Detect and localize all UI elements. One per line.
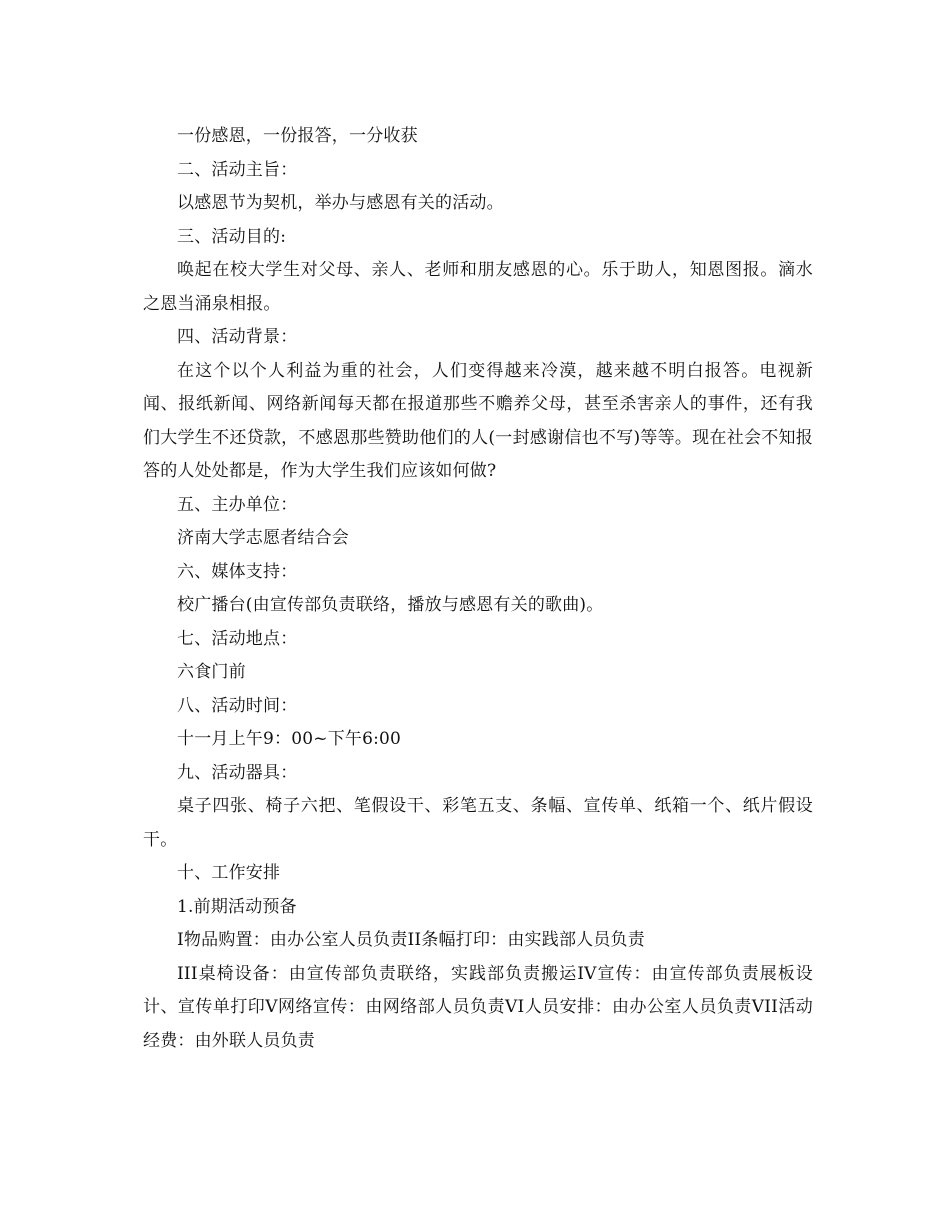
paragraph-purpose: 以感恩节为契机，举办与感恩有关的活动。 (177, 193, 504, 213)
heading-arrangement: 十、工作安排 (177, 863, 281, 883)
paragraph-media: 校广播台(由宣传部负责联络，播放与感恩有关的歌曲)。 (177, 595, 604, 615)
paragraph-prep-details: III桌椅设备：由宣传部负责联络，实践部负责搬运IV宣传：由宣传部负责展板设计、宣传单打印V网络宣传：由网络部人员负责VI人员安排：由办公室人员负责VII活动经费：由外联人员负责 (143, 963, 813, 1051)
paragraph-equipment: 桌子四张、椅子六把、笔假设干、彩笔五支、条幅、宣传单、纸箱一个、纸片假设干。 (143, 796, 813, 850)
heading-location: 七、活动地点： (177, 628, 298, 649)
paragraph-prep-items: I物品购置：由办公室人员负责II条幅打印：由实践部人员负责 (177, 930, 645, 950)
heading-time: 八、活动时间： (177, 695, 298, 716)
paragraph-goal: 唤起在校大学生对父母、亲人、老师和朋友感恩的心。乐于助人，知恩图报。滴水之恩当涌泉相报。 (143, 260, 813, 314)
heading-organizer: 五、主办单位： (177, 494, 298, 515)
subheading-preparation: 1.前期活动预备 (177, 896, 297, 917)
paragraph-location: 六食门前 (177, 662, 246, 682)
paragraph-time: 十一月上午9：00~下午6:00 (177, 729, 402, 749)
paragraph-background: 在这个以个人利益为重的社会，人们变得越来冷漠，越来越不明白报答。电视新闻、报纸新闻、网络新闻每天都在报道那些不赡养父母，甚至杀害亲人的事件，还有我们大学生不还贷款，不感恩那些赞助他们的人(一封感谢信也不写)等等。现在社会不知报答的人处处都是，作为大学生我们应该如何做? (143, 360, 813, 481)
heading-equipment: 九、活动器具： (177, 762, 298, 783)
paragraph-organizer: 济南大学志愿者结合会 (177, 528, 349, 548)
heading-purpose: 二、活动主旨： (177, 159, 298, 180)
heading-goal: 三、活动目的: (177, 226, 287, 247)
heading-media: 六、媒体支持： (177, 561, 298, 582)
document-page (143, 120, 813, 1058)
heading-background: 四、活动背景： (177, 327, 298, 347)
paragraph-theme: 一份感恩，一份报答，一分收获 (177, 126, 418, 146)
